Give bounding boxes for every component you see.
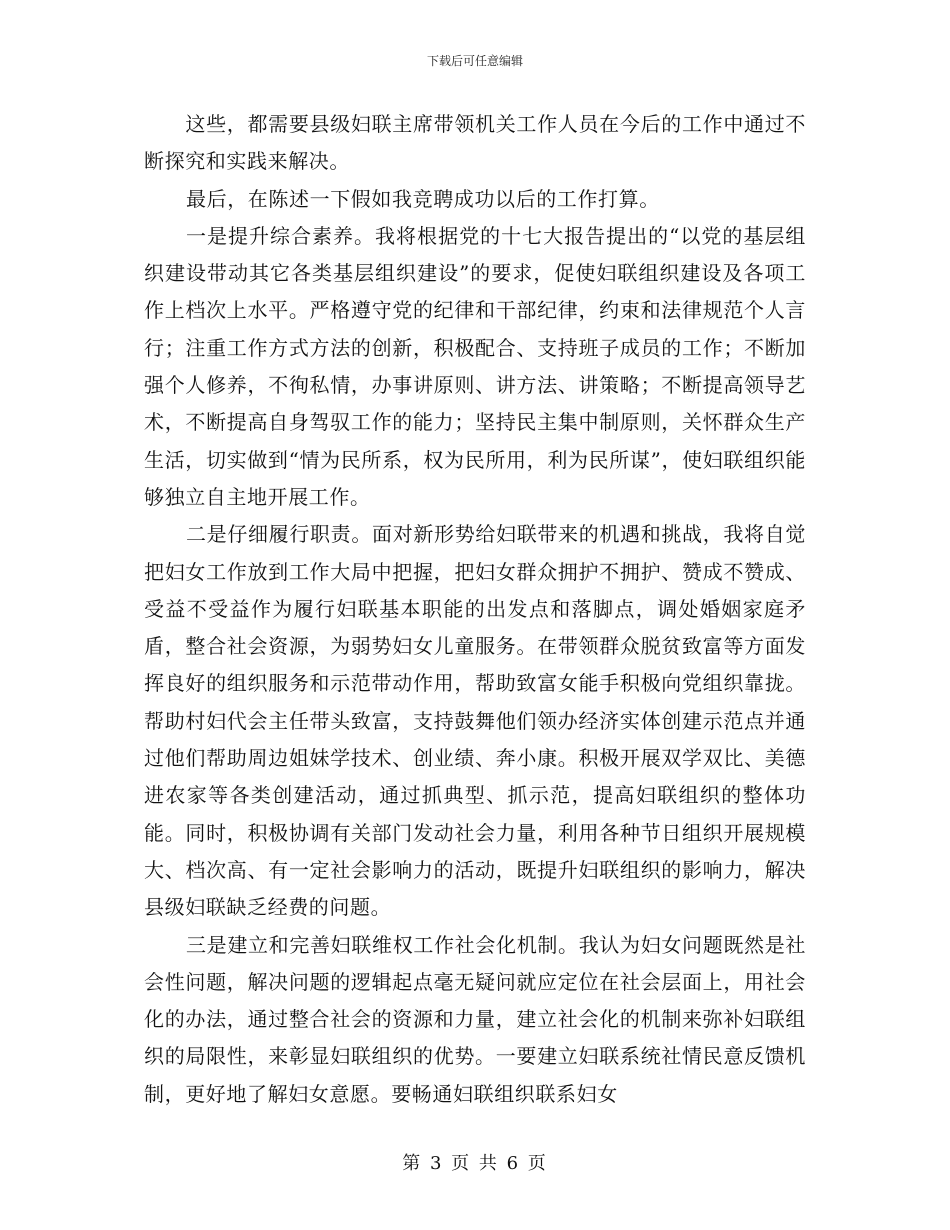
document-body (144, 106, 806, 1113)
paragraph-4: 二是仔细履行职责。面对新形势给妇联带来的机遇和挑战，我将自觉把妇女工作放到工作大局中把握，把妇女群众拥护不拥护、赞成不赞成、受益不受益作为履行妇联基本职能的出发点和落脚点，调处婚姻家庭矛盾，整合社会资源，为弱势妇女儿童服务。在带领群众脱贫致富等方面发挥良好的组织服务和示范带动作用，帮助致富女能手积极向党组织靠拢。帮助村妇代会主任带头致富，支持鼓舞他们领办经济实体创建示范点并通过他们帮助周边姐妹学技术、创业绩、奔小康。积极开展双学双比、美德进农家等各类创建活动，通过抓典型、抓示范，提高妇联组织的整体功能。同时，积极协调有关部门发动社会力量，利用各种节日组织开展规模大、档次高、有一定社会影响力的活动，既提升妇联组织的影响力，解决县级妇联缺乏经费的问题。 (144, 522, 806, 920)
page-number: 第 3 页 共 6 页 (402, 1153, 548, 1174)
paragraph-2: 最后，在陈述一下假如我竞聘成功以后的工作打算。 (186, 186, 660, 211)
paragraph-5: 三是建立和完善妇联维权工作社会化机制。我认为妇女问题既然是社会性问题，解决问题的逻辑起点毫无疑问就应定位在社会层面上，用社会化的办法，通过整合社会的资源和力量，建立社会化的机制来弥补妇联组织的局限性，来彰显妇联组织的优势。一要建立妇联系统社情民意反馈机制，更好地了解妇女意愿。要畅通妇联组织联系妇女 (144, 932, 806, 1106)
paragraph-1: 这些，都需要县级妇联主席带领机关工作人员在今后的工作中通过不断探究和实践来解决。 (144, 112, 806, 174)
page-header: 下载后可任意编辑 (426, 54, 523, 68)
paragraph-3: 一是提升综合素养。我将根据党的十七大报告提出的“以党的基层组织建设带动其它各类基层组织建设”的要求，促使妇联组织建设及各项工作上档次上水平。严格遵守党的纪律和干部纪律，约束和法律规范个人言行；注重工作方式方法的创新，积极配合、支持班子成员的工作；不断加强个人修养，不徇私情，办事讲原则、讲方法、讲策略；不断提高领导艺术，不断提高自身驾驭工作的能力；坚持民主集中制原则，关怀群众生产生活，切实做到“情为民所系，权为民所用，利为民所谋”，使妇联组织能够独立自主地开展工作。 (144, 223, 806, 509)
